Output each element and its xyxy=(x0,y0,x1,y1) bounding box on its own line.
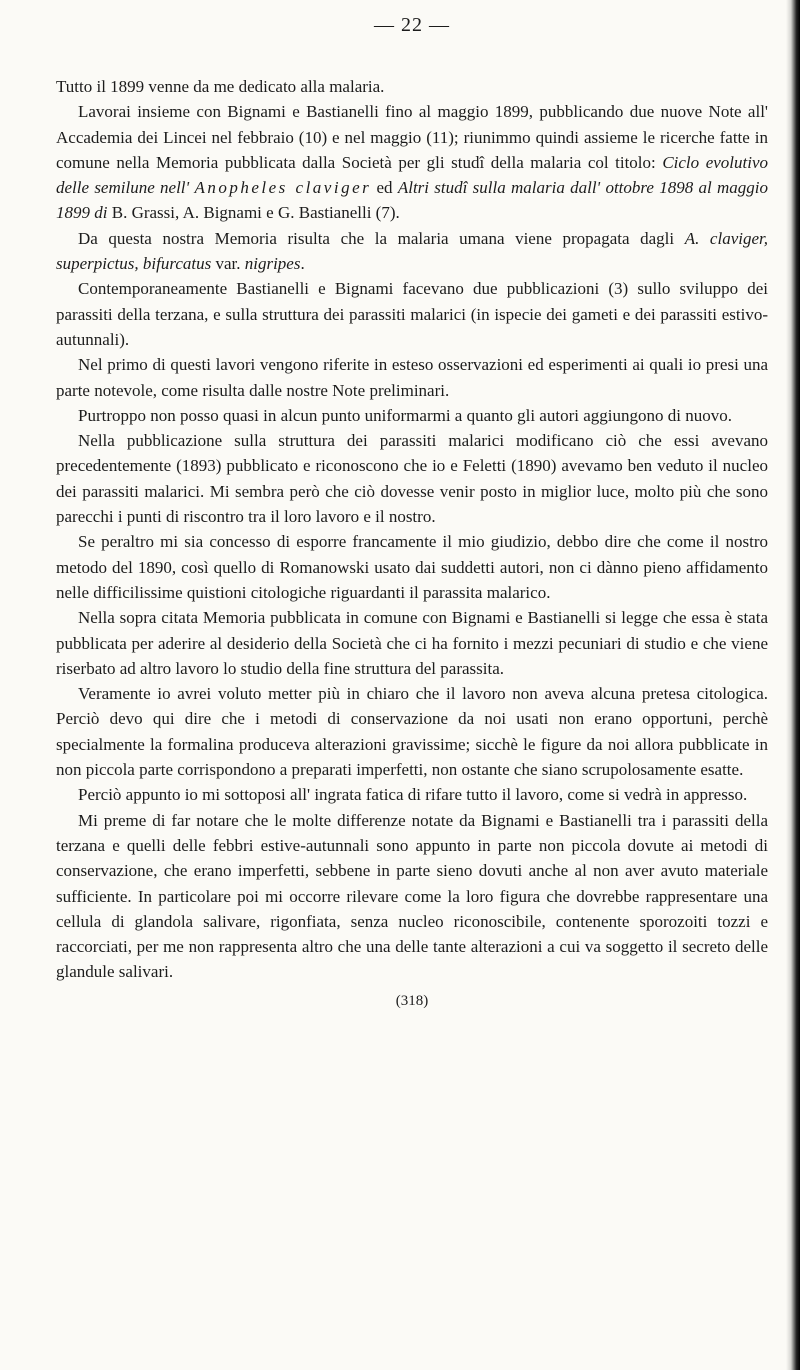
paragraph-11: Perciò appunto io mi sottoposi all' ingrata fatica di rifare tutto il lavoro, come si vedrà in appresso. xyxy=(78,785,748,805)
paragraph-2 xyxy=(56,99,768,225)
paragraph-2-authors: B. Grassi, A. Bignami e G. Bastianelli (7). xyxy=(107,203,400,223)
paragraph-3-text: Da questa nostra Memoria risulta che la malaria umana viene propagata dagli xyxy=(78,228,685,248)
page-number: — 22 — xyxy=(374,14,450,36)
paragraph-2-ed: ed xyxy=(371,178,398,198)
paragraph-10: Veramente io avrei voluto metter più in chiaro che il lavoro non aveva alcuna pretesa citologica. Perciò devo qui dire che i metodi di conservazione da noi usati non erano opportuni, perchè specialmente la formalina produceva alterazioni gravissime; sicchè le figure da noi allora pubblicate in non piccola parte corrispondono a preparati imperfetti, non ostante che siano scrupolosamente esatte. xyxy=(56,684,768,780)
species-names: A. claviger, superpictus, bifurcatus xyxy=(56,228,768,274)
document-page xyxy=(56,0,768,1010)
paragraph-3 xyxy=(56,226,768,277)
variety-name: nigripes xyxy=(244,254,301,274)
paragraph-5: Nel primo di questi lavori vengono riferite in esteso osservazioni ed esperimenti ai quali io presi una parte notevole, come risulta dalle nostre Note preliminari. xyxy=(56,355,768,400)
paragraph-3-end: . xyxy=(300,254,305,274)
footer-mark: (318) xyxy=(395,992,429,1009)
paragraph-8: Se peraltro mi sia concesso di esporre francamente il mio giudizio, debbo dire che come il nostro metodo del 1890, così quello di Romanowski usato dai suddetti autori, non ci dànno pieno affidamento nelle difficilissime quistioni citologiche riguardanti il parassita malarico. xyxy=(56,532,768,602)
genus-name: Anopheles claviger xyxy=(194,178,372,198)
body-text xyxy=(56,74,768,985)
var-label: var. xyxy=(211,254,245,274)
paragraph-7: Nella pubblicazione sulla struttura dei parassiti malarici modificano ciò che essi avevano precedentemente (1893) pubblicato e riconoscono che io e Feletti (1890) avevamo ben veduto il nucleo dei parassiti malarici. Mi sembra però che ciò dovesse venir posto in miglior luce, molto più che sono parecchi i punti di riscontro tra il loro lavoro e il nostro. xyxy=(56,431,768,527)
memoir-title-2: Altri studî sulla malaria dall' ottobre 1898 al maggio 1899 di xyxy=(56,178,768,223)
memoir-title-1: Ciclo evolutivo delle semilune nell' xyxy=(56,152,768,198)
paragraph-1: Tutto il 1899 venne da me dedicato alla malaria. xyxy=(56,77,385,96)
paragraph-12: Mi preme di far notare che le molte differenze notate da Bignami e Bastianelli tra i parassiti della terzana e quelli delle febbri estive-autunnali sono appunto in parte non piccola dovute ai metodi di conservazione, che erano imperfetti, sebbene in parte sieno dovuti anche al non aver avuto materiale sufficiente. In particolare poi mi occorre rilevare come la loro figura che dovrebbe rappresentare una cellula di glandola salivare, rigonfiata, senza nucleo riconoscibile, contenente sporozoiti tozzi e raccorciati, per me non rappresenta altro che una delle tante alterazioni a cui va soggetto il secreto delle glandule salivari. xyxy=(56,810,768,982)
paragraph-9: Nella sopra citata Memoria pubblicata in comune con Bignami e Bastianelli si legge che essa è stata pubblicata per aderire al desiderio della Società che ci ha fornito i mezzi pecuniari di studio e che viene riserbato ad altro lavoro lo studio della fine struttura del parassita. xyxy=(56,608,768,678)
paragraph-4: Contemporaneamente Bastianelli e Bignami facevano due pubblicazioni (3) sullo sviluppo dei parassiti della terzana, e sulla struttura dei parassiti malarici (in ispecie dei gameti e dei parassiti estivo-autunnali). xyxy=(56,279,768,349)
paragraph-2-text: Lavorai insieme con Bignami e Bastianelli fino al maggio 1899, pubblicando due nuove Note all' Accademia dei Lincei nel febbraio (10) e nel maggio (11); riunimmo quindi assieme le ricerche fatte in comune nella Memoria pubblicata dalla Società per gli studî della malaria col titolo: xyxy=(56,102,768,172)
page-edge-shadow xyxy=(786,0,800,1370)
paragraph-6: Purtroppo non posso quasi in alcun punto uniformarmi a quanto gli autori aggiungono di nuovo. xyxy=(78,405,732,425)
